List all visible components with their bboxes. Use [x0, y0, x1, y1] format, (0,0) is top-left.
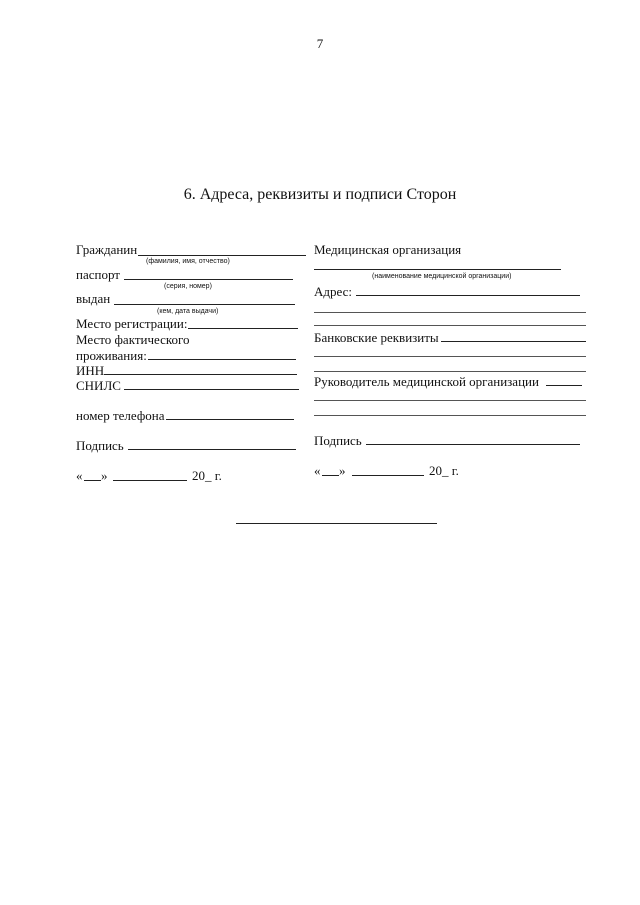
- snils-label: СНИЛС: [76, 378, 121, 393]
- issued-caption: (кем, дата выдачи): [157, 308, 219, 315]
- issued-label: выдан: [76, 291, 111, 306]
- citizen-date-year: 20_ г.: [192, 468, 222, 483]
- citizen-signature-field[interactable]: [128, 449, 296, 450]
- citizen-date-month-field[interactable]: [113, 480, 187, 481]
- citizen-date-open-quote: «: [76, 468, 83, 483]
- head-field[interactable]: [546, 385, 582, 386]
- bank-details-label: Банковские реквизиты: [314, 330, 439, 345]
- head-line-2[interactable]: [314, 400, 586, 401]
- citizen-label: Гражданин: [76, 242, 138, 257]
- org-signature-label: Подпись: [314, 433, 362, 448]
- phone-label: номер телефона: [76, 408, 165, 423]
- registration-label: Место регистрации:: [76, 316, 188, 331]
- passport-field[interactable]: [124, 279, 293, 280]
- snils-field[interactable]: [124, 389, 299, 390]
- closing-divider-line: [236, 523, 437, 524]
- inn-label: ИНН: [76, 363, 105, 378]
- passport-label: паспорт: [76, 267, 120, 282]
- citizen-name-field[interactable]: [138, 255, 306, 256]
- org-address-label: Адрес:: [314, 284, 352, 299]
- org-address-field[interactable]: [356, 295, 580, 296]
- org-address-line-2[interactable]: [314, 312, 586, 313]
- org-date-month-field[interactable]: [352, 475, 424, 476]
- section-title: 6. Адреса, реквизиты и подписи Сторон: [183, 186, 457, 203]
- org-date-open-quote: «: [314, 463, 321, 478]
- org-date-close-quote: »: [339, 463, 346, 478]
- actual-residence-label-line2: проживания:: [76, 348, 147, 363]
- head-line-3[interactable]: [314, 415, 586, 416]
- org-address-line-3[interactable]: [314, 325, 586, 326]
- citizen-date-close-quote: »: [101, 468, 108, 483]
- page-number: 7: [316, 36, 324, 51]
- bank-details-line-2[interactable]: [314, 356, 586, 357]
- organization-name-caption: (наименование медицинской организации): [372, 273, 512, 280]
- bank-details-line-3[interactable]: [314, 371, 586, 372]
- org-date-day-field[interactable]: [322, 475, 339, 476]
- citizen-signature-label: Подпись: [76, 438, 124, 453]
- inn-field[interactable]: [104, 374, 297, 375]
- registration-field[interactable]: [188, 328, 298, 329]
- actual-residence-label-line1: Место фактического: [76, 332, 190, 347]
- issued-field[interactable]: [114, 304, 295, 305]
- actual-residence-field[interactable]: [148, 359, 296, 360]
- passport-caption: (серия, номер): [164, 283, 212, 290]
- organization-name-field[interactable]: [314, 269, 561, 270]
- citizen-date-day-field[interactable]: [84, 480, 101, 481]
- organization-label: Медицинская организация: [314, 242, 462, 257]
- bank-details-field[interactable]: [441, 341, 586, 342]
- head-label: Руководитель медицинской организации: [314, 374, 539, 389]
- phone-field[interactable]: [166, 419, 294, 420]
- org-date-year: 20_ г.: [429, 463, 459, 478]
- citizen-name-caption: (фамилия, имя, отчество): [146, 258, 230, 265]
- org-signature-field[interactable]: [366, 444, 580, 445]
